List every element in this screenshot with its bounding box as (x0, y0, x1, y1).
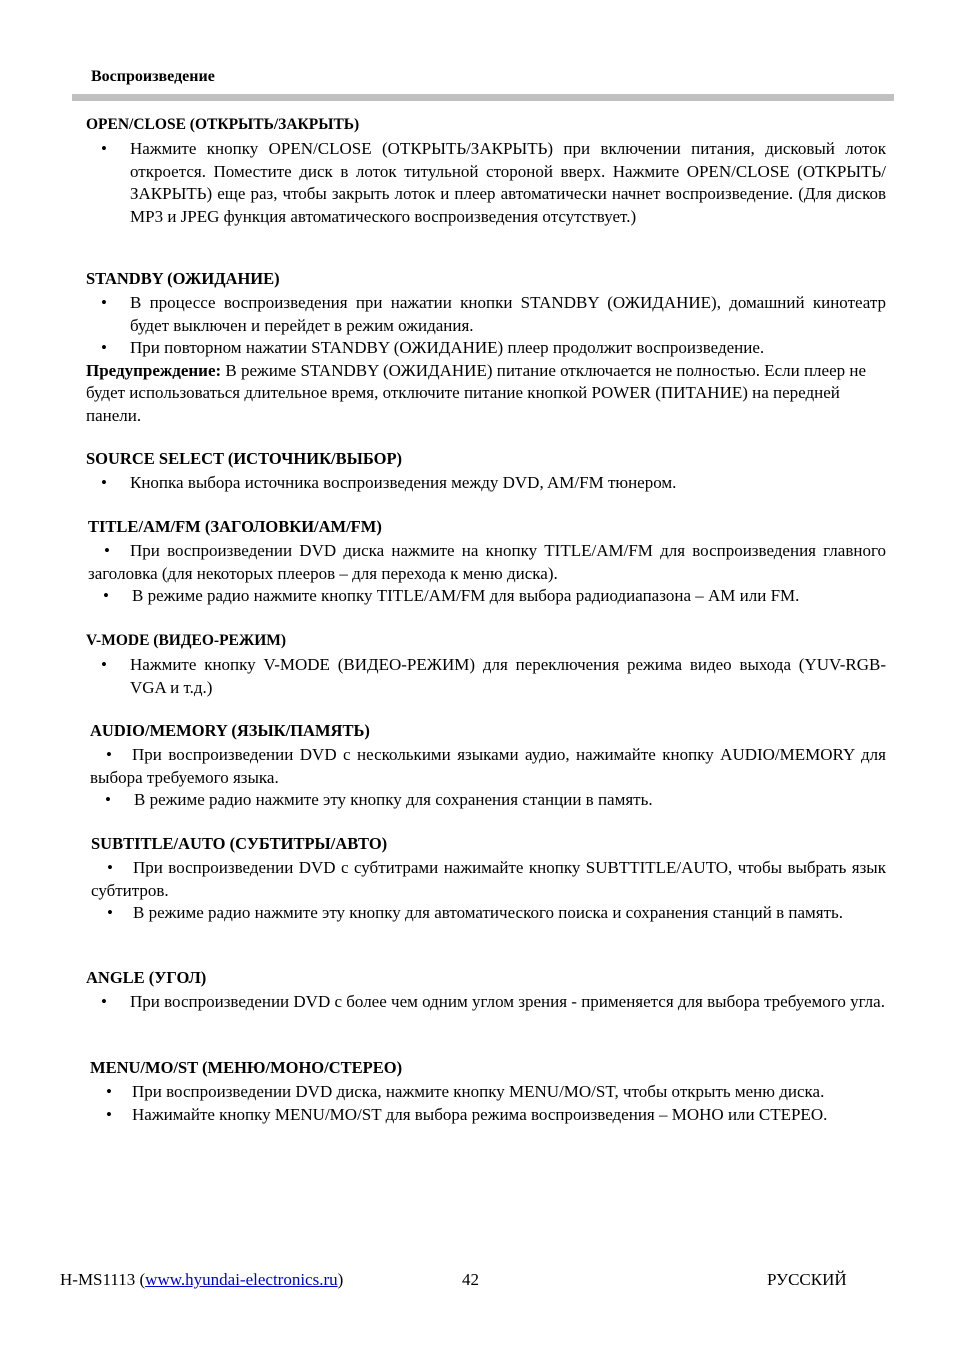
list-item (90, 1081, 886, 1104)
section-standby (86, 268, 886, 427)
list-item (86, 292, 886, 337)
list-item-text: Нажимайте кнопку MENU/MO/ST для выбора режима воспроизведения – МОНО или СТЕРЕО. (132, 1104, 828, 1124)
section-angle (86, 967, 886, 1014)
list-item (88, 540, 886, 585)
section-heading: TITLE/AM/FM (ЗАГОЛОВКИ/AM/FM) (88, 517, 382, 536)
section-heading: OPEN/CLOSE (ОТКРЫТЬ/ЗАКРЫТЬ) (86, 116, 360, 133)
list-item-text: В процессе воспроизведения при нажатии кнопки STANDBY (ОЖИДАНИЕ), домашний кинотеатр будет выключен и перейдет в режим ожидания. (130, 293, 886, 335)
list-item (86, 472, 886, 495)
page-number: 42 (462, 1270, 479, 1289)
bullet-icon: • (105, 790, 111, 809)
list-item (86, 138, 886, 228)
warning-text: В режиме STANDBY (ОЖИДАНИЕ) питание отключается не полностью. Если плеер не будет использоваться длительное время, отключите питание кнопкой POWER (ПИТАНИЕ) на передней панели. (86, 360, 867, 425)
list-item (91, 857, 886, 902)
bullet-icon: • (101, 655, 107, 674)
list-item-text: В режиме радио нажмите эту кнопку для сохранения станции в память. (134, 790, 653, 809)
bullet-icon: • (107, 903, 113, 922)
section-menu-mo-st (90, 1057, 886, 1126)
section-heading: ANGLE (УГОЛ) (86, 968, 207, 987)
section-source-select (86, 448, 886, 495)
list-item-text: При воспроизведении DVD с субтитрами нажимайте кнопку SUBTTITLE/AUTO, чтобы выбрать язык субтитров. (91, 858, 886, 900)
list-item (91, 902, 886, 925)
footer-language: РУССКИЙ (767, 1270, 847, 1289)
list-item (86, 991, 886, 1014)
section-heading: STANDBY (ОЖИДАНИЕ) (86, 269, 280, 288)
bullet-icon: • (101, 473, 107, 492)
warning-paragraph (86, 360, 886, 428)
list-item (86, 654, 886, 699)
bullet-icon: • (106, 1104, 112, 1124)
list-item (90, 1104, 886, 1127)
section-title-am-fm (88, 516, 886, 608)
section-open-close (86, 114, 886, 228)
list-item-text: Кнопка выбора источника воспроизведения между DVD, AM/FM тюнером. (130, 473, 677, 492)
list-item-text: В режиме радио нажмите кнопку TITLE/AM/FM для выбора радиодиапазона – AM или FM. (132, 586, 800, 605)
footer-model (60, 1270, 343, 1290)
bullet-icon: • (104, 541, 110, 560)
list-item-text: В режиме радио нажмите эту кнопку для автоматического поиска и сохранения станций в память. (133, 903, 844, 922)
bullet-icon: • (106, 1082, 112, 1101)
section-audio-memory (90, 720, 886, 812)
list-item (86, 337, 886, 360)
section-heading: V-MODE (ВИДЕО-РЕЖИМ) (86, 632, 287, 649)
list-item-text: Нажмите кнопку OPEN/CLOSE (ОТКРЫТЬ/ЗАКРЫТЬ) при включении питания, дисковый лоток откроется. Поместите диск в лоток титульной стороной вверх. Нажмите OPEN/CLOSE (ОТКРЫТЬ/ЗАКРЫТЬ) еще раз, чтобы закрыть лоток и плеер автоматически начнет воспроизведение. (Для дисков MP3 и JPEG функция автоматического воспроизведения отсутствует.) (130, 139, 886, 226)
warning-label: Предупреждение: (86, 360, 222, 380)
bullet-icon: • (101, 139, 107, 158)
bullet-icon: • (101, 338, 107, 357)
footer-model-close: ) (337, 1270, 344, 1289)
bullet-icon: • (107, 858, 113, 877)
bullet-icon: • (101, 992, 107, 1011)
bullet-icon: • (103, 586, 109, 605)
list-item-text: При воспроизведении DVD с несколькими языками аудио, нажимайте кнопку AUDIO/MEMORY для выбора требуемого языка. (90, 745, 886, 787)
section-v-mode (86, 630, 886, 699)
page-section-title: Воспроизведение (91, 68, 215, 85)
bullet-icon: • (101, 293, 107, 312)
list-item (88, 585, 886, 608)
section-heading: AUDIO/MEMORY (ЯЗЫК/ПАМЯТЬ) (90, 721, 370, 740)
section-heading: SOURCE SELECT (ИСТОЧНИК/ВЫБОР) (86, 449, 403, 468)
section-heading: MENU/MO/ST (МЕНЮ/МОНО/СТЕРЕО) (90, 1058, 403, 1077)
footer-website-link[interactable]: www.hyundai-electronics.ru (145, 1270, 338, 1289)
list-item-text: Нажмите кнопку V-MODE (ВИДЕО-РЕЖИМ) для переключения режима видео выхода (YUV-RGB-VGA и т.д.) (130, 655, 886, 697)
header-divider (72, 94, 894, 101)
bullet-icon: • (106, 745, 112, 764)
section-subtitle-auto (91, 833, 886, 925)
list-item-text: При воспроизведении DVD диска, нажмите кнопку MENU/MO/ST, чтобы открыть меню диска. (132, 1082, 825, 1101)
list-item (90, 744, 886, 789)
list-item-text: При воспроизведении DVD диска нажмите на кнопку TITLE/AM/FM для воспроизведения главного заголовка (для некоторых плееров – для перехода к меню диска). (88, 541, 886, 583)
list-item-text: При воспроизведении DVD с более чем одним углом зрения - применяется для выбора требуемого угла. (130, 992, 885, 1011)
footer-model-text: H-MS1113 ( (60, 1270, 146, 1289)
list-item-text: При повторном нажатии STANDBY (ОЖИДАНИЕ) плеер продолжит воспроизведение. (130, 338, 765, 357)
list-item (90, 789, 886, 812)
section-heading: SUBTITLE/AUTO (СУБТИТРЫ/АВТО) (91, 834, 388, 853)
